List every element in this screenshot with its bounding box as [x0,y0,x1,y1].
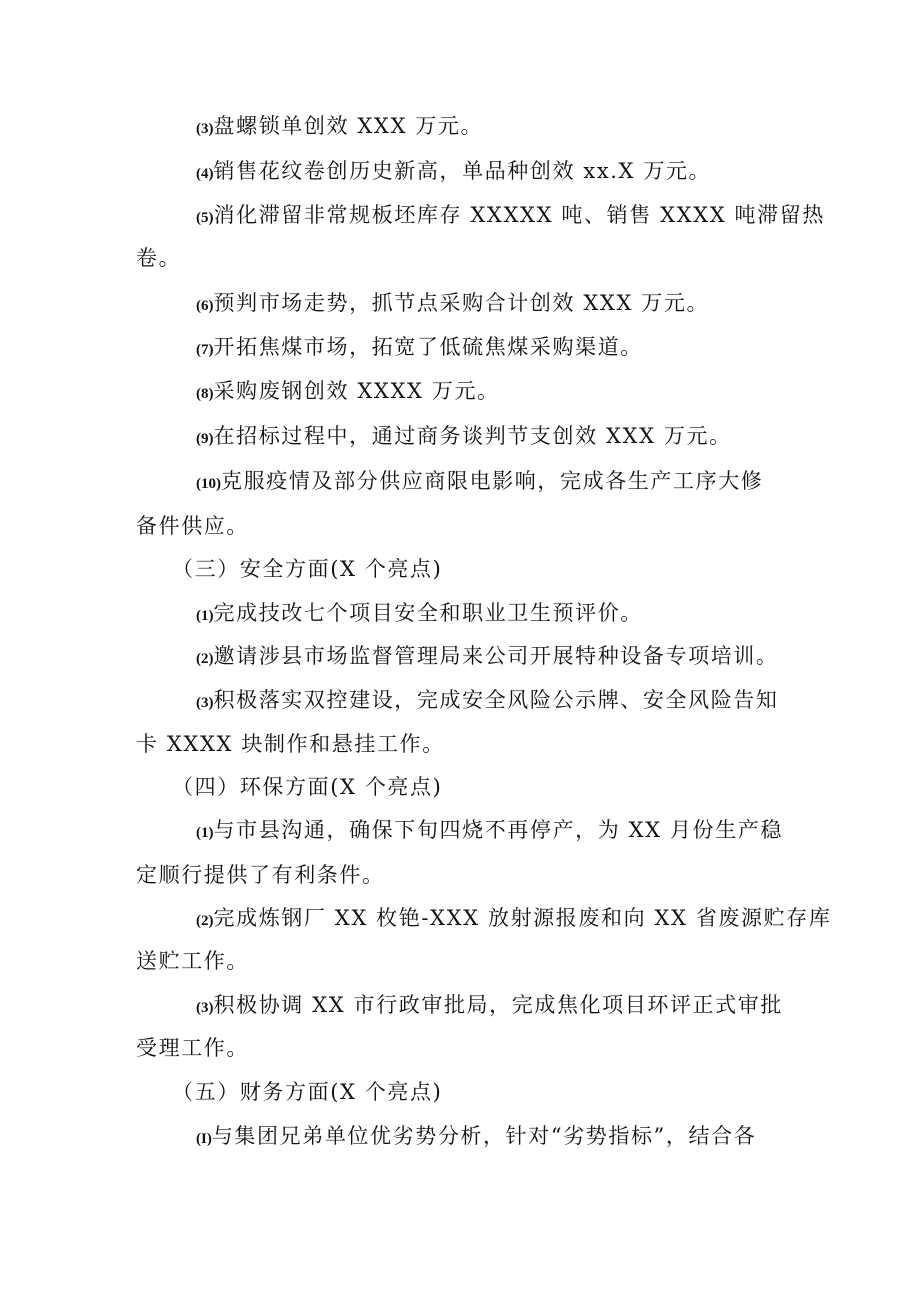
list-item-line [196,903,831,936]
list-item-line [196,685,779,718]
line-text: （三）安全方面(X 个亮点) [172,557,443,581]
item-number: (1) [196,608,214,624]
list-item-line [196,376,500,409]
list-item-line [196,990,783,1023]
item-number: (4) [196,166,214,182]
line-text: 积极落实双控建设，完成安全风险公示牌、安全风险告知 [213,688,779,712]
line-text: 送贮工作。 [136,949,249,973]
item-number: (8) [196,386,214,402]
item-number: (3) [196,121,214,137]
list-item-continuation [136,729,445,759]
line-text: 消化滞留非常规板坯库存 XXXXX 吨、销售 XXXX 吨滞留热 [213,203,825,227]
list-item-line [196,111,483,144]
item-number: (3) [196,1000,214,1016]
item-number: (5) [196,210,214,226]
item-number: (9) [196,431,214,447]
line-text: 卡 XXXX 块制作和悬挂工作。 [136,732,445,756]
line-text: 采购废钢创效 XXXX 万元。 [213,379,500,403]
item-number: (2) [196,913,214,929]
list-item-line [196,598,643,631]
line-text: 克服疫情及部分供应商限电影响，完成各生产工序大修 [221,469,764,493]
list-item-continuation [136,946,249,976]
line-text: 备件供应。 [136,514,249,538]
item-number: (I) [196,1131,212,1147]
line-text: 邀请涉县市场监督管理局来公司开展特种设备专项培训。 [213,644,779,668]
item-number: (10) [196,476,221,492]
item-number: (7) [196,342,214,358]
line-text: 盘螺锁单创效 XXX 万元。 [213,114,484,138]
line-text: （四）环保方面(X 个亮点) [172,775,443,799]
line-text: 开拓焦煤市场，拓宽了低硫焦煤采购渠道。 [213,335,643,359]
list-item-line [196,1121,756,1154]
section-heading [172,554,442,584]
list-item-line [196,332,643,365]
line-text: 预判市场走势，抓节点采购合计创效 XXX 万元。 [213,291,710,315]
list-item-line [196,466,763,499]
list-item-continuation [136,860,385,890]
line-text: 积极协调 XX 市行政审批局，完成焦化项目环评正式审批 [213,993,783,1017]
item-number: (2) [196,651,214,667]
list-item-line [196,421,732,454]
list-item-continuation [136,511,249,541]
list-item-line [196,288,709,321]
item-number: (1) [196,825,214,841]
item-number: (6) [196,298,214,314]
line-text: 卷。 [136,246,182,270]
list-item-line [196,815,783,848]
item-number: (3) [196,695,214,711]
line-text: 与集团兄弟单位优劣势分析，针对“劣势指标”，结合各 [211,1124,757,1148]
line-text: 销售花纹卷创历史新高，单品种创效 xx.X 万元。 [213,159,712,183]
line-text: 定顺行提供了有利条件。 [136,863,385,887]
line-text: 在招标过程中，通过商务谈判节支创效 XXX 万元。 [213,424,732,448]
line-text: 完成技改七个项目安全和职业卫生预评价。 [213,601,643,625]
line-text: 完成炼钢厂 XX 枚铯-XXX 放射源报废和向 XX 省废源贮存库 [213,906,832,930]
line-text: 受理工作。 [136,1036,249,1060]
list-item-line [196,156,711,189]
section-heading [172,772,442,802]
list-item-line [196,641,779,674]
line-text: （五）财务方面(X 个亮点) [172,1080,443,1104]
line-text: 与市县沟通，确保下旬四烧不再停产，为 XX 月份生产稳 [213,818,783,842]
list-item-continuation [136,243,181,273]
list-item-line [196,200,825,233]
section-heading [172,1077,442,1107]
list-item-continuation [136,1033,249,1063]
